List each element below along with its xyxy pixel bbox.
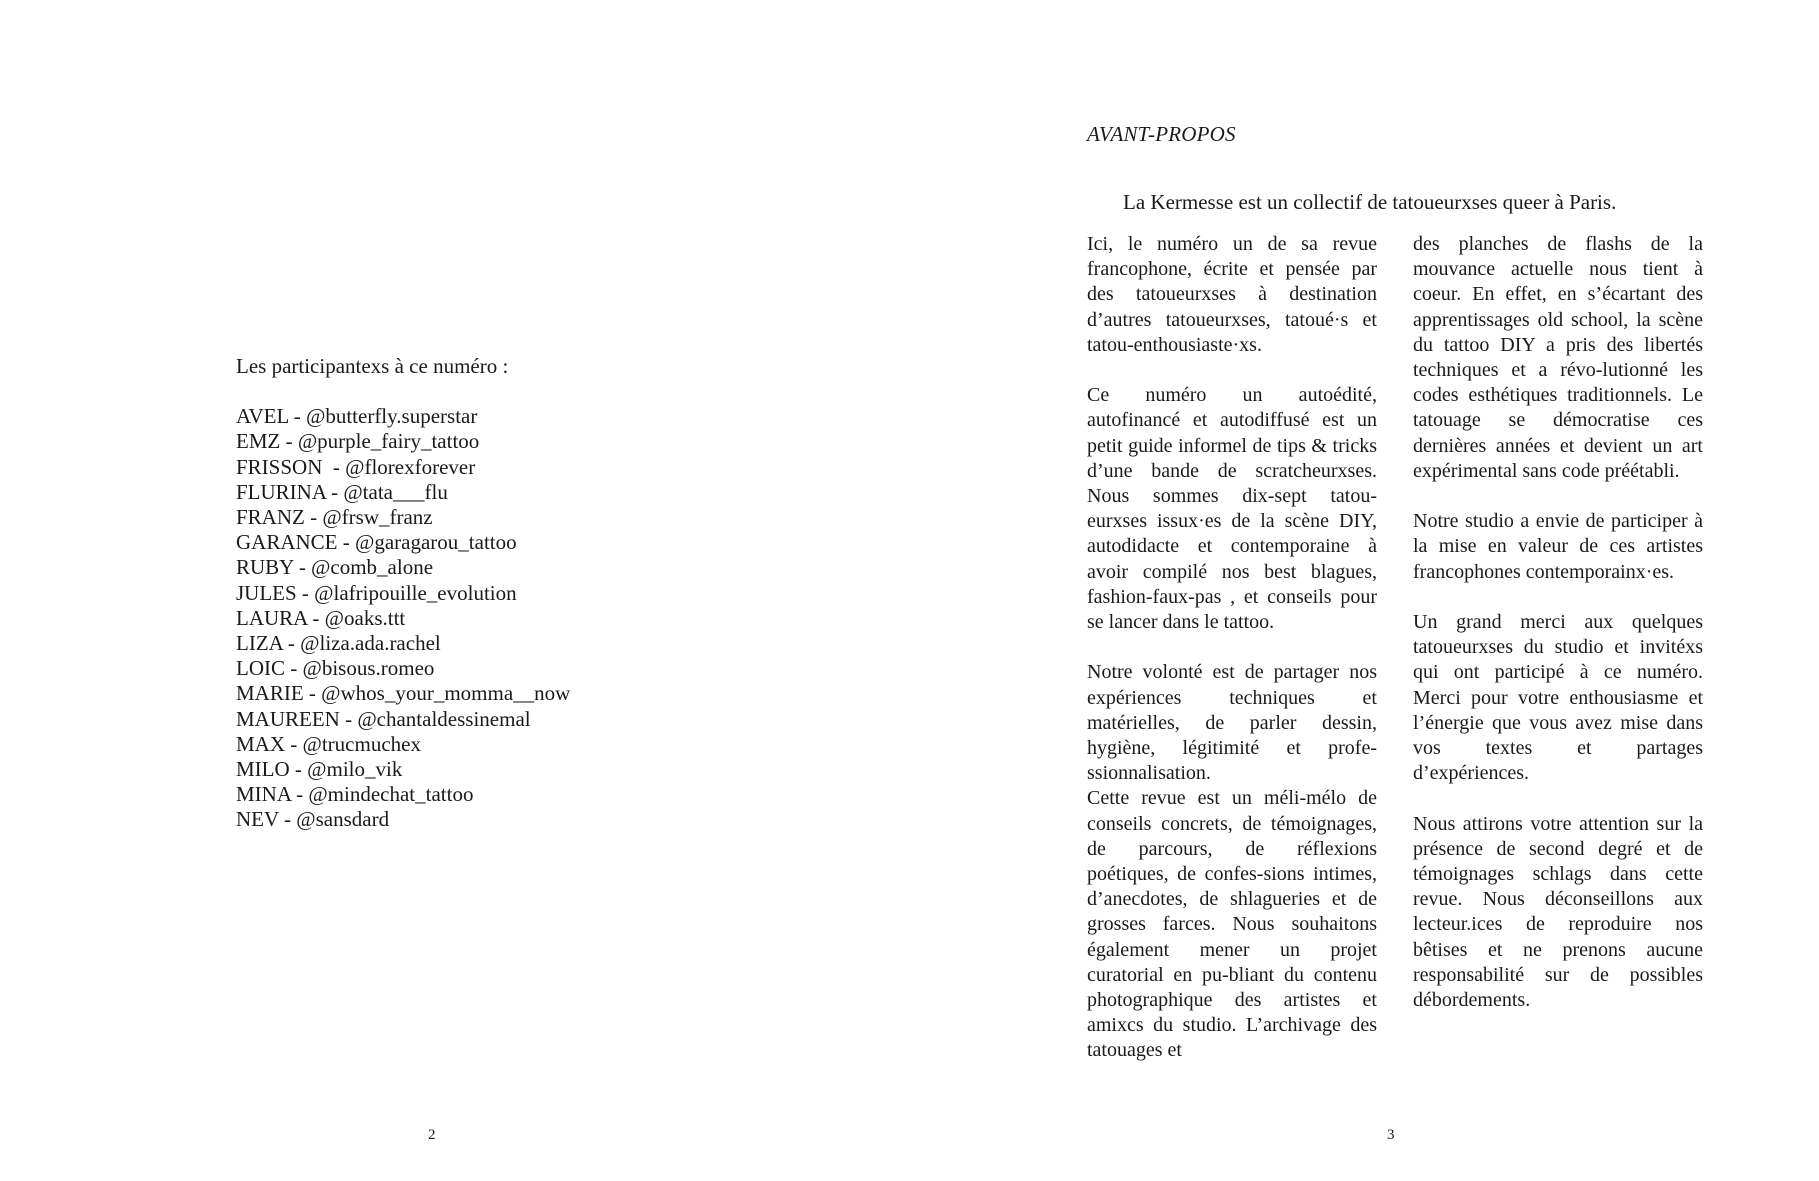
paragraph: Un grand merci aux quelques tatoueurxses du studio et invitéxs qui ont participé à ce numéro. Merci pour votre enthousiasme et l’énergie que vous avez mise dans vos textes et partages d’expériences. [1413,611,1703,785]
participant-item: MAX - @trucmuchex [236,731,421,756]
participant-item: NEV - @sansdard [236,807,390,832]
participant-item: AVEL - @butterfly.superstar [236,404,478,429]
participants-list [236,404,570,832]
participant-item: MILO - @milo_vik [236,757,403,782]
text-column-1 [1087,232,1377,1089]
participant-item: LIZA - @liza.ada.rachel [236,631,441,656]
left-page [0,0,909,1181]
paragraph: Nous attirons votre attention sur la présence de second degré et de témoignages schlags dans cette revue. Nous déconseillons aux lecteur.ices de reproduire nos bêtises et ne prenons aucune responsabilité sur de possibles débordements. [1413,812,1703,1012]
participant-item: LAURA - @oaks.ttt [236,605,406,630]
participant-item: JULES - @lafripouille_evolution [236,580,517,605]
paragraph: Notre studio a envie de participer à la mise en valeur de ces artistes francophones contemporainx·es. [1413,510,1703,583]
paragraph: Cette revue est un méli-mélo de conseils concrets, de témoignages, de parcours, de réflexions poétiques, de confes-sions intimes, d’anecdotes, de shlagueries et de grosses farces. Nous souhaitons également mener un projet curatorial en pu-bliant du contenu photographique des artistes et amixcs du studio. L’archivage des tatouages et [1087,787,1377,1062]
paragraph: Notre volonté est de partager nos expériences techniques et matérielles, de parler dessin, hygiène, légitimité et profe-ssionnalisation. [1087,661,1377,785]
participants-section [236,354,570,833]
participant-item: FRANZ - @frsw_franz [236,505,433,530]
paragraph: Ce numéro un autoédité, autofinancé et autodiffusé est un petit guide informel de tips & tricks d’une bande de scratcheurxses. Nous sommes dix-sept tatou-eurxses issux·es de la scène DIY, autodidacte et contemporaine à avoir compilé nos best blagues, fashion-faux-pas , et conseils pour se lancer dans le tattoo. [1087,384,1377,634]
paragraph: des planches de flashs de la mouvance actuelle nous tient à coeur. En effet, en s’écartant des apprentissages old school, la scène du tattoo DIY a pris des libertés techniques et a révo-lutionné les codes esthétiques traditionnels. Le tatouage se démocratise ces dernières années et devient un art expérimental sans code préétabli. [1413,233,1703,482]
participant-item: FLURINA - @tata___flu [236,479,448,504]
participant-item: EMZ - @purple_fairy_tattoo [236,429,480,454]
participant-item: RUBY - @comb_alone [236,555,434,580]
participant-item: GARANCE - @garagarou_tattoo [236,530,517,555]
participant-item: FRISSON - @florexforever [236,454,476,479]
participants-heading: Les participantexs à ce numéro : [236,354,509,378]
text-column-2 [1413,232,1703,1038]
paragraph: Ici, le numéro un de sa revue francophone, écrite et pensée par des tatoueurxses à destination d’autres tatoueurxses, tatoué·s et tatou-enthousiaste·xs. [1087,233,1377,356]
page-number-left: 2 [428,1127,436,1143]
participant-item: LOIC - @bisous.romeo [236,656,435,681]
page-number-right: 3 [1387,1127,1395,1143]
section-title: AVANT-PROPOS [1087,122,1236,146]
participant-item: MINA - @mindechat_tattoo [236,782,474,807]
lead-paragraph: La Kermesse est un collectif de tatoueurxses queer à Paris. [1123,190,1617,214]
right-page [909,0,1819,1181]
participant-item: MARIE - @whos_your_momma__now [236,681,571,706]
participant-item: MAUREEN - @chantaldessinemal [236,706,531,731]
